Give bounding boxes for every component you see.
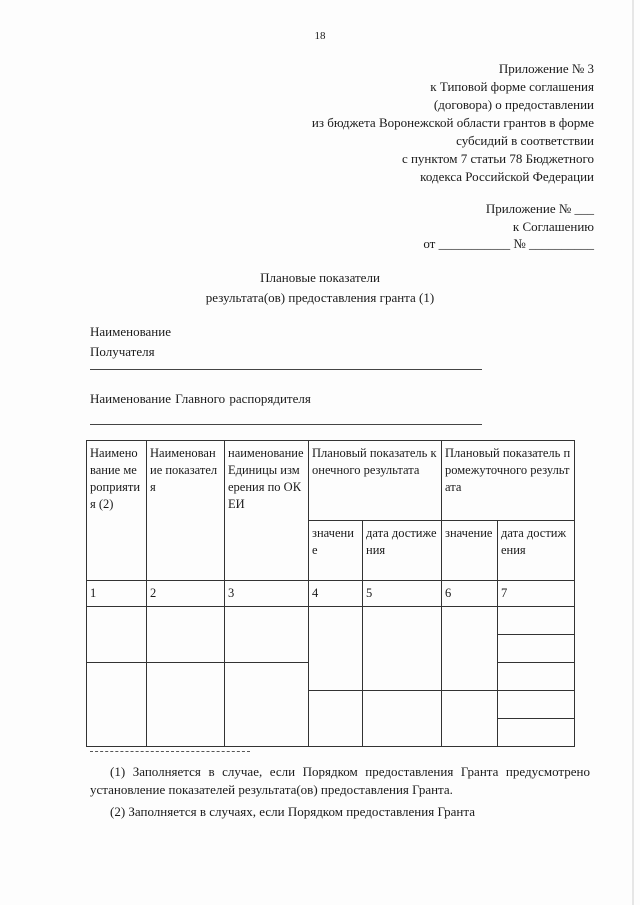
header-indicator-name: Наименование показателя [147,441,225,581]
column-number: 1 [87,581,147,607]
column-number: 5 [363,581,442,607]
table-cell[interactable] [498,663,575,691]
appendix-line: Приложение № 3 [498,61,594,76]
appendix-header [234,60,594,186]
appendix-line: кодекса Российской Федерации [420,169,594,184]
indicators-table [86,440,575,747]
table-cell[interactable] [87,607,147,663]
title-line: результата(ов) предоставления гранта (1) [205,290,435,305]
header-unit-okei: наименование Единицы измерения по ОКЕИ [225,441,309,581]
table-row [87,607,575,635]
header-intermediate-result: Плановый показатель промежуточного результата [442,441,575,521]
agreement-reference [294,200,594,253]
table-cell[interactable] [363,607,442,691]
header-final-value: значение [309,521,363,581]
page-edge-shadow [632,0,634,905]
table-cell[interactable] [147,663,225,747]
column-number: 3 [225,581,309,607]
agreement-line: от ___________ № __________ [423,236,594,251]
recipient-label-line: Получателя [90,344,155,359]
footnote-2: (2) Заполняется в случаях, если Порядком предоставления Гранта [110,804,475,819]
table-cell[interactable] [309,691,363,747]
table-cell[interactable] [498,635,575,663]
recipient-label [90,322,171,362]
table-cell[interactable] [442,607,498,691]
table-cell[interactable] [87,663,147,747]
footnotes [90,763,590,825]
table-cell[interactable] [225,663,309,747]
table-cell[interactable] [498,691,575,719]
table-cell[interactable] [363,691,442,747]
column-number: 4 [309,581,363,607]
appendix-line: из бюджета Воронежской области грантов в форме [311,115,594,130]
appendix-line: с пунктом 7 статьи 78 Бюджетного [401,151,594,166]
column-number: 6 [442,581,498,607]
footnote-separator [90,751,250,752]
table-header-row [87,441,575,521]
table-number-row [87,581,575,607]
table-cell[interactable] [147,607,225,663]
column-number: 7 [498,581,575,607]
column-number: 2 [147,581,225,607]
appendix-line: к Типовой форме соглашения [430,79,594,94]
header-activity-name: Наименование мероприятия (2) [87,441,147,581]
agreement-line: к Соглашению [512,218,594,234]
appendix-line: субсидий в соответствии [456,133,594,148]
page-number: 18 [314,30,326,42]
main-manager-label: Наименование Главного распорядителя [90,391,311,406]
appendix-line: (договора) о предоставлении [433,97,594,112]
table-cell[interactable] [225,607,309,663]
main-manager-fill-line[interactable] [90,424,482,425]
agreement-line: Приложение № ___ [485,201,594,216]
header-intermediate-value: значение [442,521,498,581]
table-cell[interactable] [442,691,498,747]
header-intermediate-date: дата достижения [498,521,575,581]
table-cell[interactable] [498,607,575,635]
header-final-result: Плановый показатель конечного результата [309,441,442,521]
footnote-1: (1) Заполняется в случае, если Порядком предоставления Гранта предусмотрено установление показателей результата(ов) предоставления Гранта. [90,764,590,797]
table-cell[interactable] [309,607,363,691]
recipient-label-line: Наименование [90,324,171,339]
document-title [0,268,640,308]
recipient-fill-line[interactable] [90,369,482,370]
table-cell[interactable] [498,719,575,747]
title-line: Плановые показатели [260,270,380,285]
header-final-date: дата достижения [363,521,442,581]
